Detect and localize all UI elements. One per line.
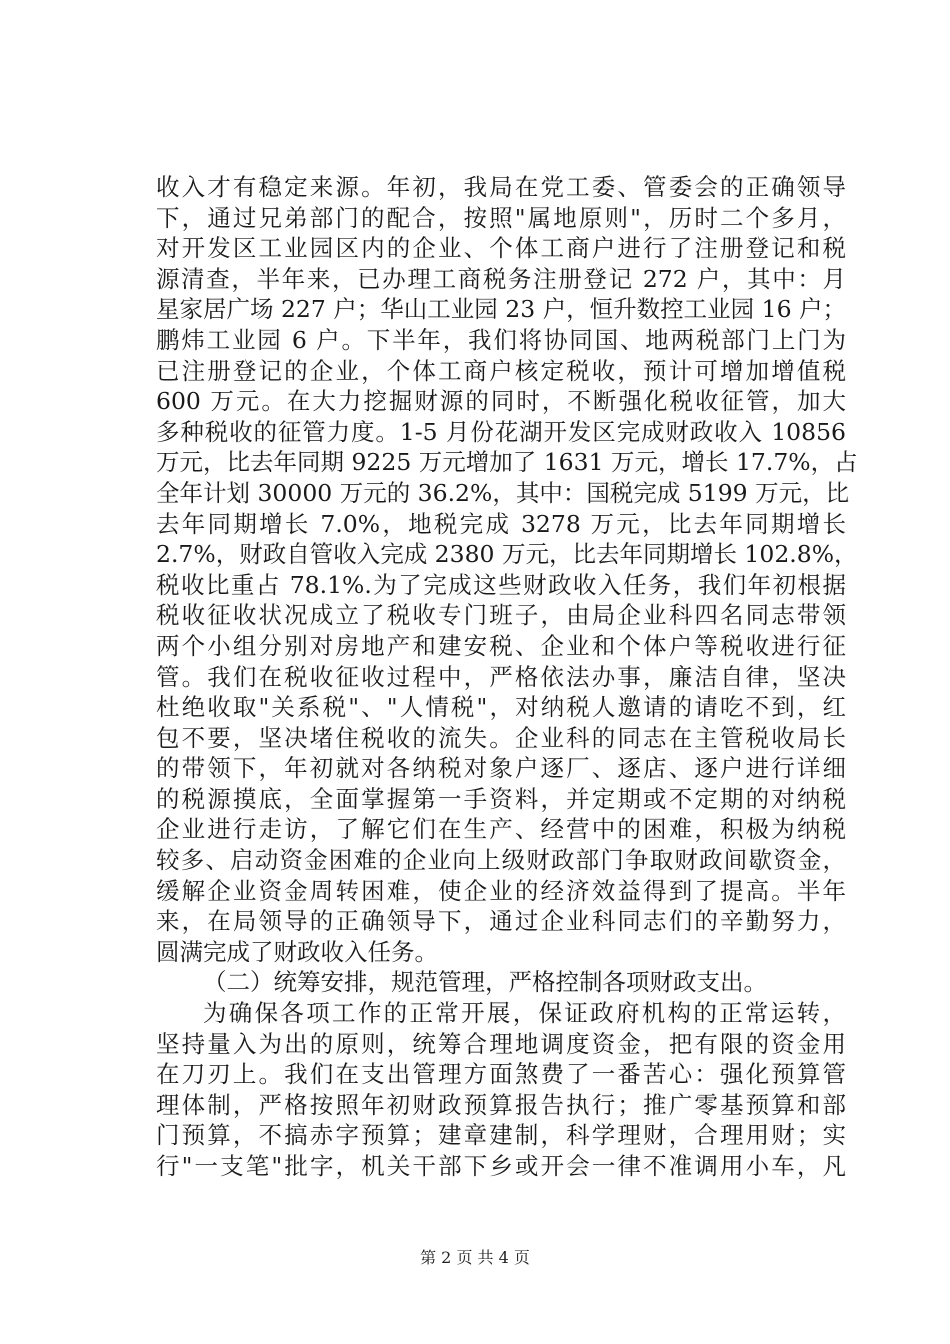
text-line: 门预算，不搞赤字预算；建章建制，科学理财，合理用财；实 (156, 1121, 846, 1150)
text-line: 下，通过兄弟部门的配合，按照"属地原则"，历时二个多月， (156, 203, 846, 232)
text-line: 去年同期增长 7.0%，地税完成 3278 万元，比去年同期增长 (156, 509, 846, 538)
text-line: 的税源摸底，全面掌握第一手资料，并定期或不定期的对纳税 (156, 784, 846, 813)
text-line: 收入才有稳定来源。年初，我局在党工委、管委会的正确领导 (156, 173, 846, 201)
text-line: 较多、启动资金困难的企业向上级财政部门争取财政间歇资金， (156, 846, 846, 875)
text-line: 为确保各项工作的正常开展，保证政府机构的正常运转， (203, 999, 846, 1028)
text-line: 杜绝收取"关系税"、"人情税"，对纳税人邀请的请吃不到，红 (156, 693, 846, 722)
text-line: 来，在局领导的正确领导下，通过企业科同志们的辛勤努力， (156, 907, 846, 936)
text-line: 全年计划 30000 万元的 36.2%，其中：国税完成 5199 万元，比 (156, 478, 850, 507)
text-line: 多种税收的征管力度。1-5 月份花湖开发区完成财政收入 10856 (156, 417, 846, 446)
section-heading: （二）统筹安排，规范管理，严格控制各项财政支出。 (203, 968, 767, 997)
text-line: 2.7%，财政自管收入完成 2380 万元，比去年同期增长 102.8%， (156, 540, 858, 569)
document-body (156, 172, 858, 1182)
text-line: 已注册登记的企业，个体工商户核定税收，预计可增加增值税 (156, 356, 846, 385)
text-line: 两个小组分别对房地产和建安税、企业和个体户等税收进行征 (156, 631, 846, 660)
text-line: 源清查，半年来，已办理工商税务注册登记 272 户，其中：月 (156, 264, 846, 293)
text-line: 的带领下，年初就对各纳税对象户逐厂、逐店、逐户进行详细 (156, 754, 846, 783)
text-line: 管。我们在税收征收过程中，严格依法办事，廉洁自律，坚决 (156, 662, 846, 691)
text-line: 对开发区工业园区内的企业、个体工商户进行了注册登记和税 (156, 234, 846, 263)
text-line: 企业进行走访，了解它们在生产、经营中的困难，积极为纳税 (156, 815, 846, 844)
text-line: 圆满完成了财政收入任务。 (156, 937, 438, 966)
text-line: 600 万元。在大力挖掘财源的同时，不断强化税收征管，加大 (156, 387, 846, 416)
page-number-footer: 第 2 页 共 4 页 (420, 1248, 530, 1267)
text-line: 万元，比去年同期 9225 万元增加了 1631 万元，增长 17.7%，占 (156, 448, 858, 477)
text-line: 行"一支笔"批字，机关干部下乡或开会一律不准调用小车，凡 (156, 1152, 846, 1180)
text-line: 理体制，严格按照年初财政预算报告执行；推广零基预算和部 (156, 1090, 846, 1119)
text-line: 包不要，坚决堵住税收的流失。企业科的同志在主管税收局长 (156, 723, 846, 752)
text-line: 在刀刃上。我们在支出管理方面煞费了一番苦心：强化预算管 (156, 1060, 846, 1089)
text-line: 税收比重占 78.1%.为了完成这些财政收入任务，我们年初根据 (156, 570, 846, 599)
text-line: 星家居广场 227 户；华山工业园 23 户，恒升数控工业园 16 户； (156, 295, 846, 324)
text-line: 缓解企业资金周转困难，使企业的经济效益得到了提高。半年 (156, 876, 846, 905)
text-line: 鹏炜工业园 6 户。下半年，我们将协同国、地两税部门上门为 (156, 325, 846, 354)
text-line: 坚持量入为出的原则，统筹合理地调度资金，把有限的资金用 (156, 1029, 846, 1058)
text-line: 税收征收状况成立了税收专门班子，由局企业科四名同志带领 (156, 601, 846, 630)
